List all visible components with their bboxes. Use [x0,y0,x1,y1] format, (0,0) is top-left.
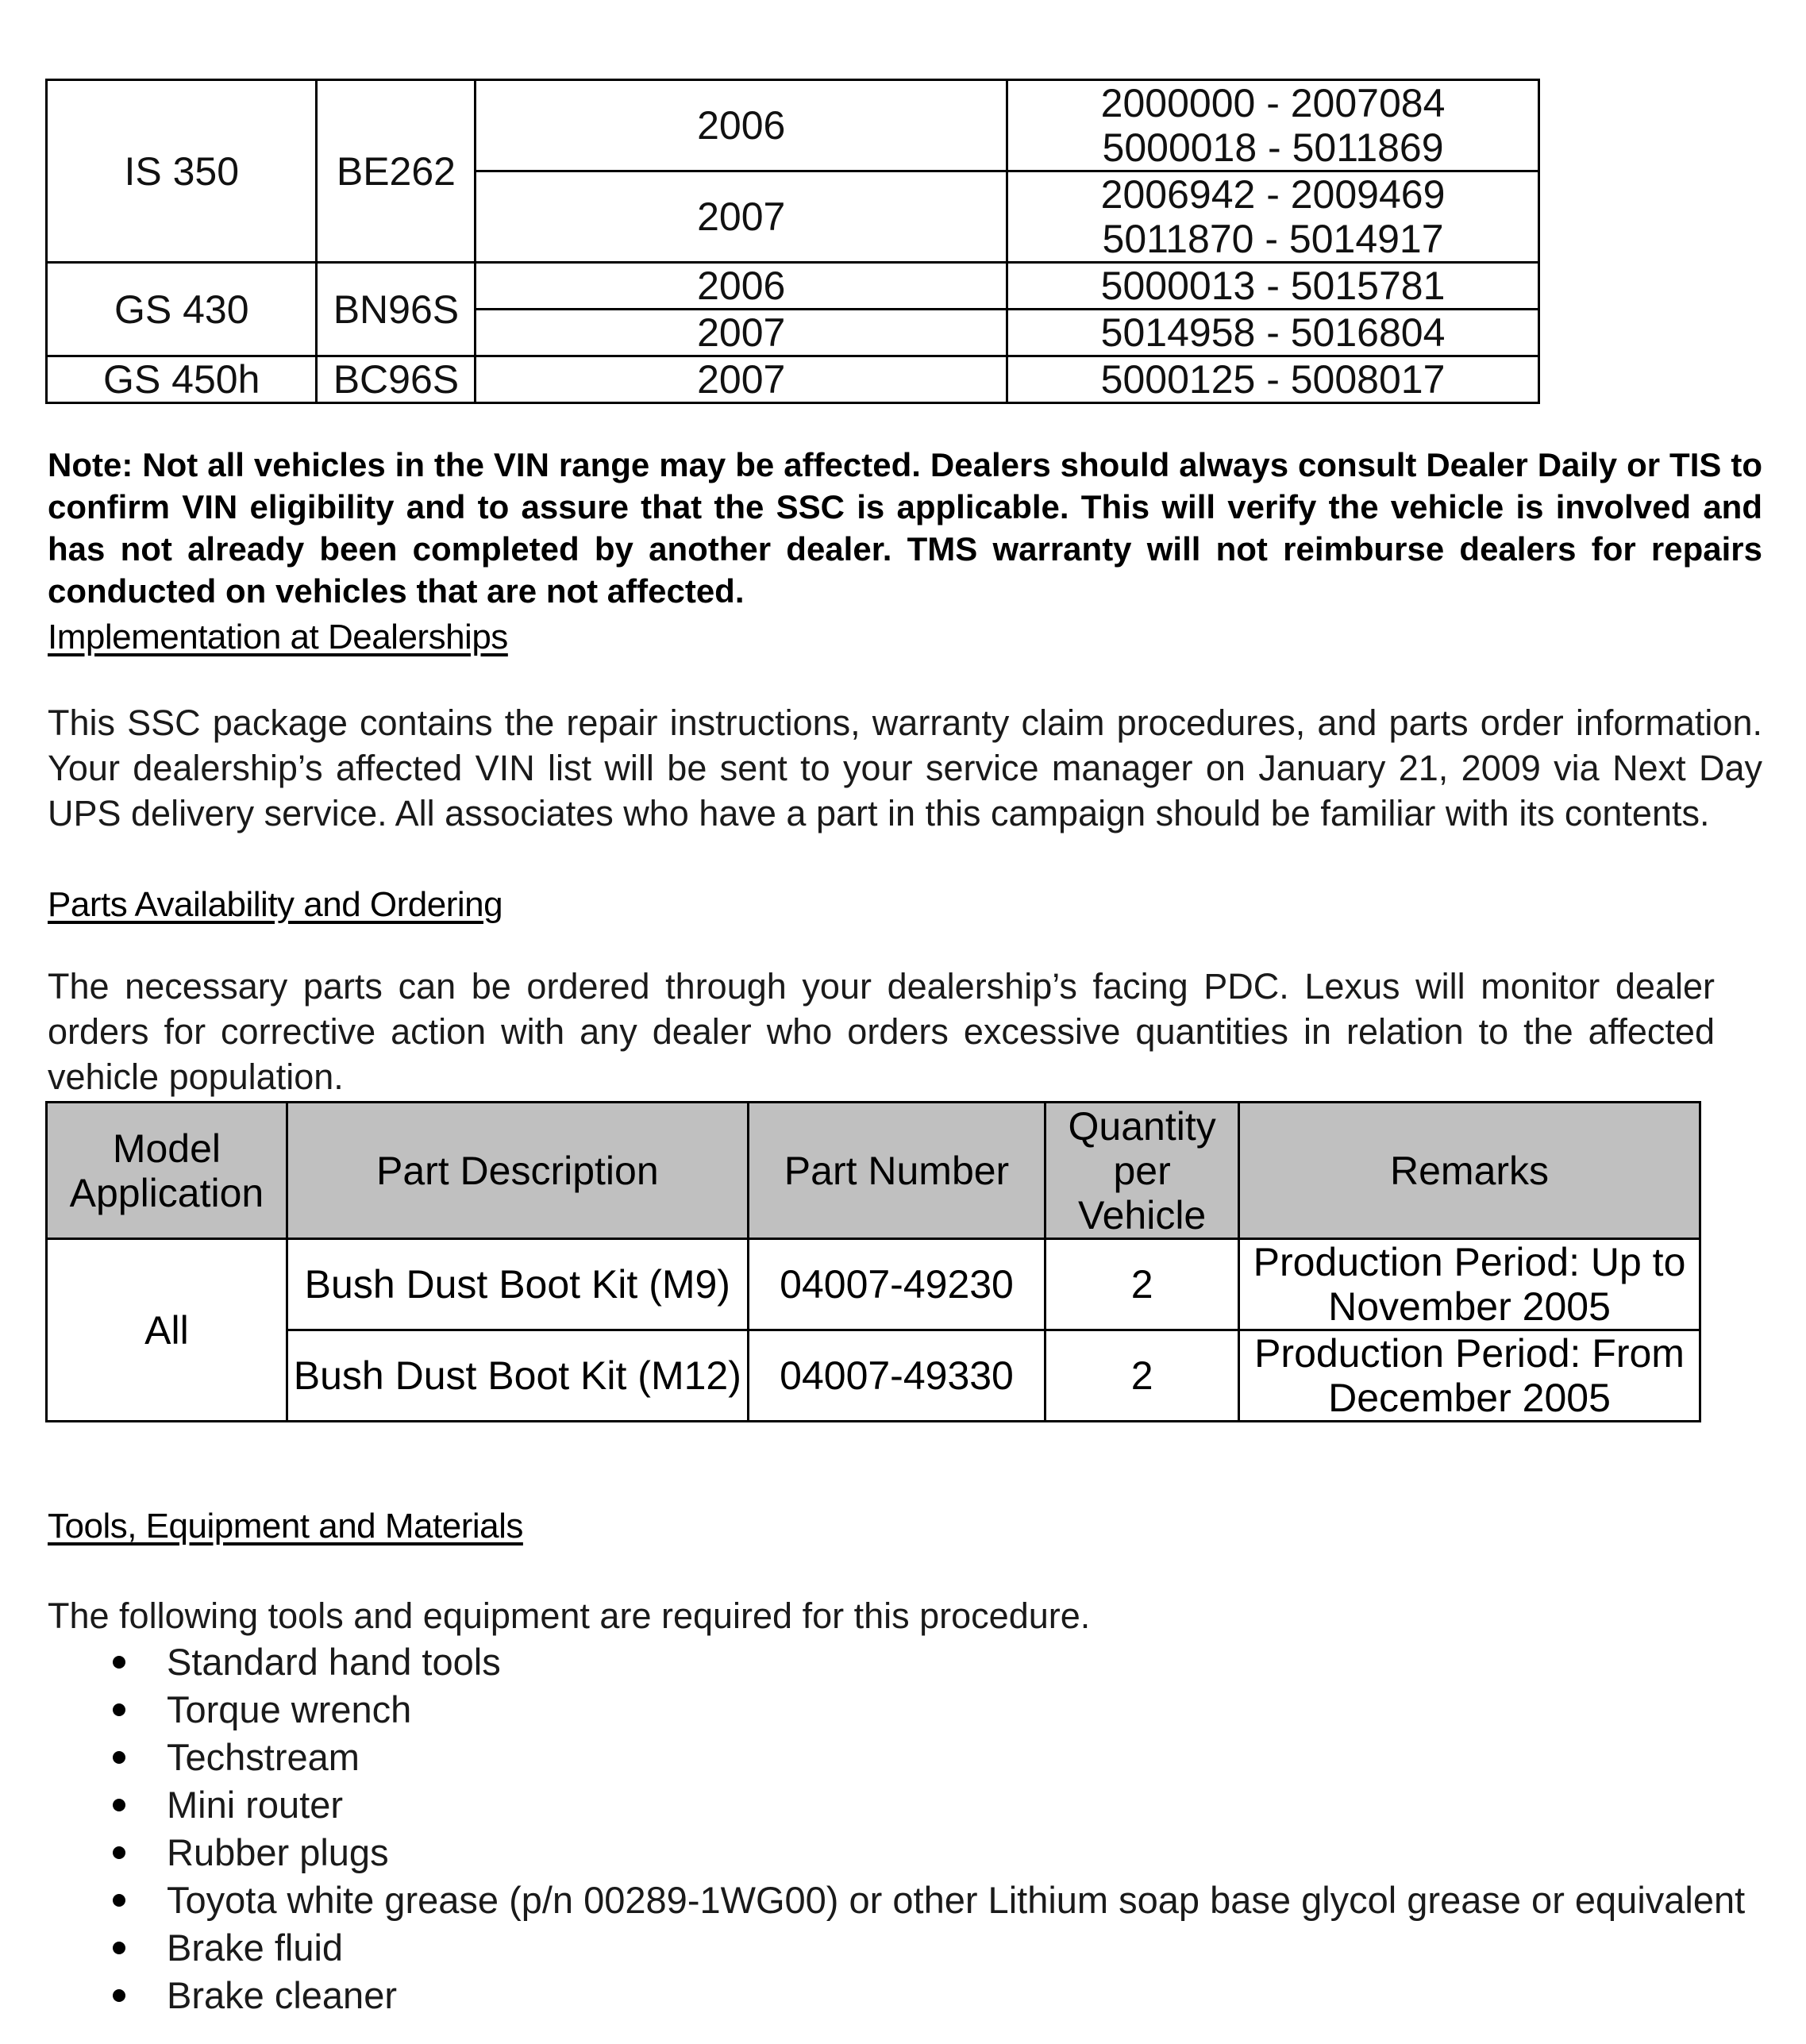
bullet-icon [113,1942,125,1954]
part-number-cell: 04007-49230 [748,1239,1045,1330]
column-header-part-number: Part Number [748,1103,1045,1239]
vin-model-cell: IS 350 [47,80,317,263]
vin-year-cell: 2006 [476,263,1007,310]
part-description-cell: Bush Dust Boot Kit (M12) [287,1330,748,1422]
remarks-cell: Production Period: From December 2005 [1239,1330,1700,1422]
parts-text: The necessary parts can be ordered through your dealership’s facing PDC. Lexus will monitor dealer orders for corrective action with any dealer who orders excessive quantities in relation to the affected vehicle population. [48,966,1715,1098]
column-header-quantity: Quantity per Vehicle [1045,1103,1239,1239]
vin-year-cell: 2007 [476,356,1007,403]
list-item [87,1972,1745,2019]
vin-code-cell: BE262 [317,80,476,263]
tool-label: Mini router [167,1784,344,1826]
list-item [87,1781,1745,1829]
implementation-text: This SSC package contains the repair instructions, warranty claim procedures, and parts order information. Your dealership’s affected VIN list will be sent to your service manager on January 21, 2009 via Next Day UPS delivery service. All associates who have a part in this campaign should be familiar with its contents. [48,703,1762,834]
vin-code-cell: BN96S [317,263,476,356]
bullet-icon [113,1894,125,1907]
tool-label: Brake fluid [167,1927,344,1969]
vin-model-cell: GS 430 [47,263,317,356]
parts-heading: Parts Availability and Ordering [48,885,503,924]
vin-range-line: 5011870 - 5014917 [1102,217,1444,261]
model-application-cell: All [47,1239,287,1422]
table-row [47,1239,1700,1330]
bullet-icon [113,1989,125,2002]
tool-label: Techstream [167,1736,360,1778]
vin-range-cell: 5000013 - 5015781 [1007,263,1539,310]
vin-range-line: 2006942 - 2009469 [1100,172,1446,217]
vin-year-cell: 2006 [476,80,1007,171]
list-item [87,1686,1745,1734]
vin-year-cell: 2007 [476,171,1007,263]
list-item [87,1829,1745,1877]
tool-label: Torque wrench [167,1688,412,1730]
list-item [87,1924,1745,1972]
bullet-icon [113,1799,125,1811]
vin-range-cell [1007,171,1539,263]
bullet-icon [113,1751,125,1764]
quantity-cell: 2 [1045,1239,1239,1330]
vin-note: Note: Not all vehicles in the VIN range may be affected. Dealers should always consult Dealer Daily or TIS to confirm VIN eligibility and to assure that the SSC is applicable. This will verify the vehicle is involved and has not already been completed by another dealer. TMS warranty will not reimburse dealers for repairs conducted on vehicles that are not affected. [48,446,1762,610]
vin-year-cell: 2007 [476,310,1007,356]
vin-range-cell [1007,80,1539,171]
tool-label: Rubber plugs [167,1831,389,1873]
list-item [87,1877,1745,1924]
part-number-cell: 04007-49330 [748,1330,1045,1422]
vin-code-cell: BC96S [317,356,476,403]
tools-heading: Tools, Equipment and Materials [48,1507,523,1546]
tool-label: Toyota white grease (p/n 00289-1WG00) or other Lithium soap base glycol grease or equivalent [167,1879,1746,1921]
vin-range-table [45,79,1540,404]
vin-range-cell: 5014958 - 5016804 [1007,310,1539,356]
column-header-remarks: Remarks [1239,1103,1700,1239]
table-row [47,1330,1700,1422]
vin-range-cell: 5000125 - 5008017 [1007,356,1539,403]
bullet-icon [113,1703,125,1716]
list-item [87,1734,1745,1781]
column-header-model-application: Model Application [47,1103,287,1239]
bullet-icon [113,1656,125,1669]
vin-range-line: 5000018 - 5011869 [1102,125,1444,170]
quantity-cell: 2 [1045,1330,1239,1422]
vin-range-line: 2000000 - 2007084 [1100,81,1446,125]
column-header-part-description: Part Description [287,1103,748,1239]
part-description-cell: Bush Dust Boot Kit (M9) [287,1239,748,1330]
tools-list [87,1638,1745,2019]
list-item [87,1638,1745,1686]
bullet-icon [113,1846,125,1859]
remarks-cell: Production Period: Up to November 2005 [1239,1239,1700,1330]
tool-label: Standard hand tools [167,1641,501,1683]
tools-intro: The following tools and equipment are required for this procedure. [48,1596,1091,1636]
parts-table [45,1101,1701,1422]
implementation-heading: Implementation at Dealerships [48,618,508,656]
tool-label: Brake cleaner [167,1974,397,2016]
vin-model-cell: GS 450h [47,356,317,403]
